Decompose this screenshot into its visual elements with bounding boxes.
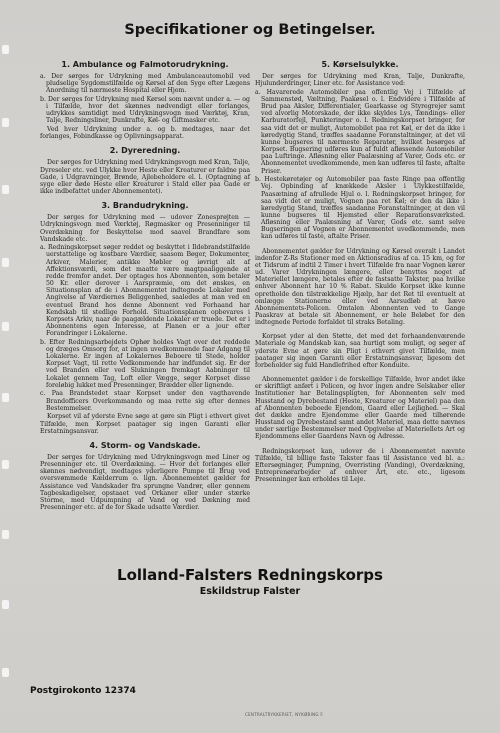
section-heading: 4. Storm- og Vandskade. [89, 440, 201, 450]
paragraph: Abonnementet gælder for Udrykning og Kørsel overalt i Landet indenfor Z-Rs Stationer med en Aktionsradius af ca. 15 km, og for et Tidsrum af indtil 2 Timer i hvert Tilfælde fra naar Vognen kører ud. Varer Udrykningen længere, eller benyttes noget af Materiellet længere, betales efter de fastsatte Takster, paa hvilke enhver Abonnent har 10 % Rabat. Skulde Korpset ikke kunne opretholde den tilstrækkelige Hjælp, har det Ret til eventuelt at omlægge Stationerne eller ved Aarsudløb at hæve Abonnementets-Policen. Omtalen Abonnenten ved to Gange Paaskrav at betale sit Abonnement, er hele Beløbet for den indtegnede Periode forfaldet til straks Betaling. [255, 247, 465, 327]
left-column [40, 60, 250, 513]
paragraph: c. Paa Brandstedet staar Korpset under den vagthavende Brandofficers Overkommando og maa rette sig efter dennes Bestemmelser. [40, 390, 250, 412]
paragraph: Der sørges for Udrykning med Kran, Talje, Dunkrafte, Hjulunderdringer, Liner etc. for Assistance ved: [255, 73, 465, 88]
punch-hole [2, 530, 9, 539]
punch-hole [2, 118, 9, 127]
printer-mark: CENTRALTRYKKERIET, NYKØBING F. [245, 712, 324, 717]
punch-hole [2, 322, 9, 331]
paragraph: Der sørges for Udrykning med Udrykningsvogn med Kran, Talje, Dyreseler etc. ved Ulykke hvor Heste eller Kreaturer er faldne paa Gade, i Udgravninger, Brønde, Ajlebeholdere el. l. (Optagning af syge eller døde Heste eller Kreaturer i Stald eller paa Gade er ikke indbefattet under Abonnementet). [40, 159, 251, 196]
paragraph: b. Efter Redningsarbejdets Ophør holdes Vagt over det reddede og dræges Omsorg for, at ingen uvedkommende faar Adgang til Lokalerne. Er ingen af Lokalernes Beboere til Stede, holder Korpset Vagt, til rette Vedkommende har indfundet sig. Er der ved Branden eller ved Slukningen fremkagt Aabninger til Lokalet gennem Tag, Loft eller Vægge, søger Korpset disse foreløbig lukket med Presenninger, Brædder eller lignende. [40, 338, 250, 389]
page-title: Specifikationer og Betingelser. [124, 22, 376, 38]
punch-hole [2, 45, 9, 54]
right-column [255, 60, 465, 485]
paragraph: Der sørges for Udrykning med Udrykningsvogn med Liner og Presenninger etc. til Overdækning. — Hvor det forlanges eller skønnes nødvendigt, medtages yderligere Pumpe til Brug ved oversvømmede Kælderrum o. lign. Abonnementet gælder for Assistance ved Vandskader fra sprungne Vandrør, eller gennem Tagbeskadigelser, opstaaet ved Orkaner eller under stærke Storme, med Udpumpning af Vand og ved Dækning med Presenninger etc. af de for Skade udsatte Værdier. [40, 453, 250, 511]
paragraph: a. Havarerede Automobiler paa offentlig Vej i Tilfælde af Sammenstød, Væltning, Paakøsel o. l. Endvidere i Tilfælde af Brud paa Aksler, Differentialer, Gearkasse og Styregrejer samt ved alvorlig Motorskade, der ikke skyldes Lys, Tændings- eller Karburatorfejl, Punkteringer o. l. Redningskorpset bringer, for saa vidt det er muligt, Automobilet paa ret Køl, er det da ikke i køredygtig Stand, træffes saadanne Foranstaltninger, at det vil kunne bugseres til nærmeste Reparatør, hvilket besørges af Korpset. Bugsering udføres kun af fuldt afløssende Automobiler paa Luftringe. Afløsning eller Paalæsning af Varer, Gods etc. er Abonnementet uvedkommende, men kan udføres til faste, aftalte Priser. [255, 88, 465, 175]
paragraph: b. Hestekøretøjer og Automobiler paa faste Ringe paa offentlig Vej. Opbinding af knækkede Aksler i Ulykkestilfælde, Paasætning af afrullede Hjul o. l. Redningskorpset bringer, for saa vidt det er muligt, Vognen paa ret Køl; er den da ikke i køredygtig Stand, træffes saadanne Foranstaltninger, at den vil kunne bugseres til Hjemsted eller Reparationsværksted. Afløsning eller Paalæsning af Varer, Gods etc. samt selve Bugseringen af Vognen er Abonnementet uvedkommende, men kan udføres til faste, aftalte Priser. [255, 176, 465, 241]
paragraph: b. Der sørges for Udrykning med Kørsel som nævnt under a. — og i Tilfælde, hvor det skønnes nødvendigt eller forlanges, udrykkes samtidigt med Udrykningsvogn med Værktøj, Kran, Talje, Redningsliner, Dunkrafte, Køl- og Giftmasker etc. [40, 95, 250, 125]
postgiro-account: Postgirokonto 12374 [30, 686, 136, 696]
paragraph: Redningskorpset kan, udover de i Abonnementet nævnte Tilfælde, til billige faste Takster faas til Assistance ved bl. a.: Eftersøgninger, Pumpning, Overristing (Vanding), Overdækning, Entreprenørarbejder af enhver Art, etc. etc., ligesom Presenninger kan erholdes til Leje. [255, 447, 465, 484]
paragraph: Abonnementet gælder i de forskellige Tilfælde, hvor andet ikke er skriftligt anført i Policen, og hvor ingen andre Selskaber eller Institutioner har Betalingspligten, for Abonnenten selv med Husstand og Dyrebestand (Heste, Kreaturer og Materiel) paa den af Abonnenten beboede Ejendom, Gaard eller Lejlighed. — Skal det dække andre Ejendomme eller Gaarde med tilhørende Husstand og Dyrebestand samt andet Materiel, maa dette nævnes under særlige Bestemmelser med Opgivelse af Materiellets Art og Ejendommens eller Gaardens Navn og Adresse. [255, 376, 465, 441]
punch-hole [2, 460, 9, 469]
binder-holes [0, 0, 14, 733]
punch-hole [2, 668, 9, 677]
section-heading: 3. Brandudrykning. [101, 201, 189, 211]
punch-hole [2, 185, 9, 194]
paragraph: Korpset vil af yderste Evne søge at gøre sin Pligt i ethvert givet Tilfælde, men Korpset paatager sig ingen Garanti eller Erstatningsansvar. [40, 413, 250, 435]
paragraph: Der sørges for Udrykning med — udover Zonesprøjten — Udrykningsvogn med Værktøj, Røgmasker og Presenninger til Overdækning for Beskyttelse mod saavel Brandfare som Vandskade etc. [40, 214, 250, 243]
organization-name: Lolland-Falsters Redningskorps [117, 566, 383, 584]
paragraph: a. Der sørges for Udrykning med Ambulanceautomobil ved pludselige Sygdomstilfælde og Kørsel af den Syge efter Lægens Anordning til nærmeste Hospital eller Hjem. [40, 73, 250, 95]
section-heading: 2. Dyreredning. [109, 146, 181, 156]
section-heading: 1. Ambulance og Falmotorudrykning. [61, 60, 229, 69]
section-heading: 5. Kørselsulykke. [321, 60, 399, 69]
organization-location: Eskildstrup Falster [199, 586, 301, 597]
paragraph: Ved hver Udrykning under a. og b. medtages, naar det forlanges, Fobindkasse og Oplivningsapparat. [40, 126, 250, 141]
punch-hole [2, 600, 9, 609]
paragraph: Korpset yder al den Støtte, det med det forhaandenværende Materiale og Mandskab kan, saa hurtigt som muligt, og søger af yderste Evne at gøre sin Pligt i ethvert givet Tilfælde, men paatager sig ingen Garanti eller Erstatningsansvar, ligesom det forbeholder sig fuld Handlefrihed efter Konduite. [255, 333, 465, 369]
punch-hole [2, 393, 9, 402]
punch-hole [2, 258, 9, 267]
paragraph: a. Redningskorpset søger reddet og beskyttet i Ildebrandstilfælde uerstattelige og kostbare Værdier, saasom Bøger, Dokumenter, Arkiver, Malerier, antikke Møbler og iøvrigt alt af Affektionsværdi, som det maatte være magtpaaliggende at redde fremfor andet. Der optages hos Abonnenten, som betaler 50 Kr. eller derover i Aarspræmie, om det ønskes, en Situationsplan af de i Abonnementet indtegnede Lokaler med Angivelse af Værdiernes Beliggenhed, saaledes at man ved en eventuel Brand hos denne Abonnent ved Forhaand har Kendskab til stedlige Forhold. Situationsplanen opbevares i Korpsets Arkiv, naar de paagældende Lokaler er truede. Det er i Abonnentens egen Interesse, at Planen er a jour efter Forandringer i Lokalerne. [40, 244, 250, 338]
